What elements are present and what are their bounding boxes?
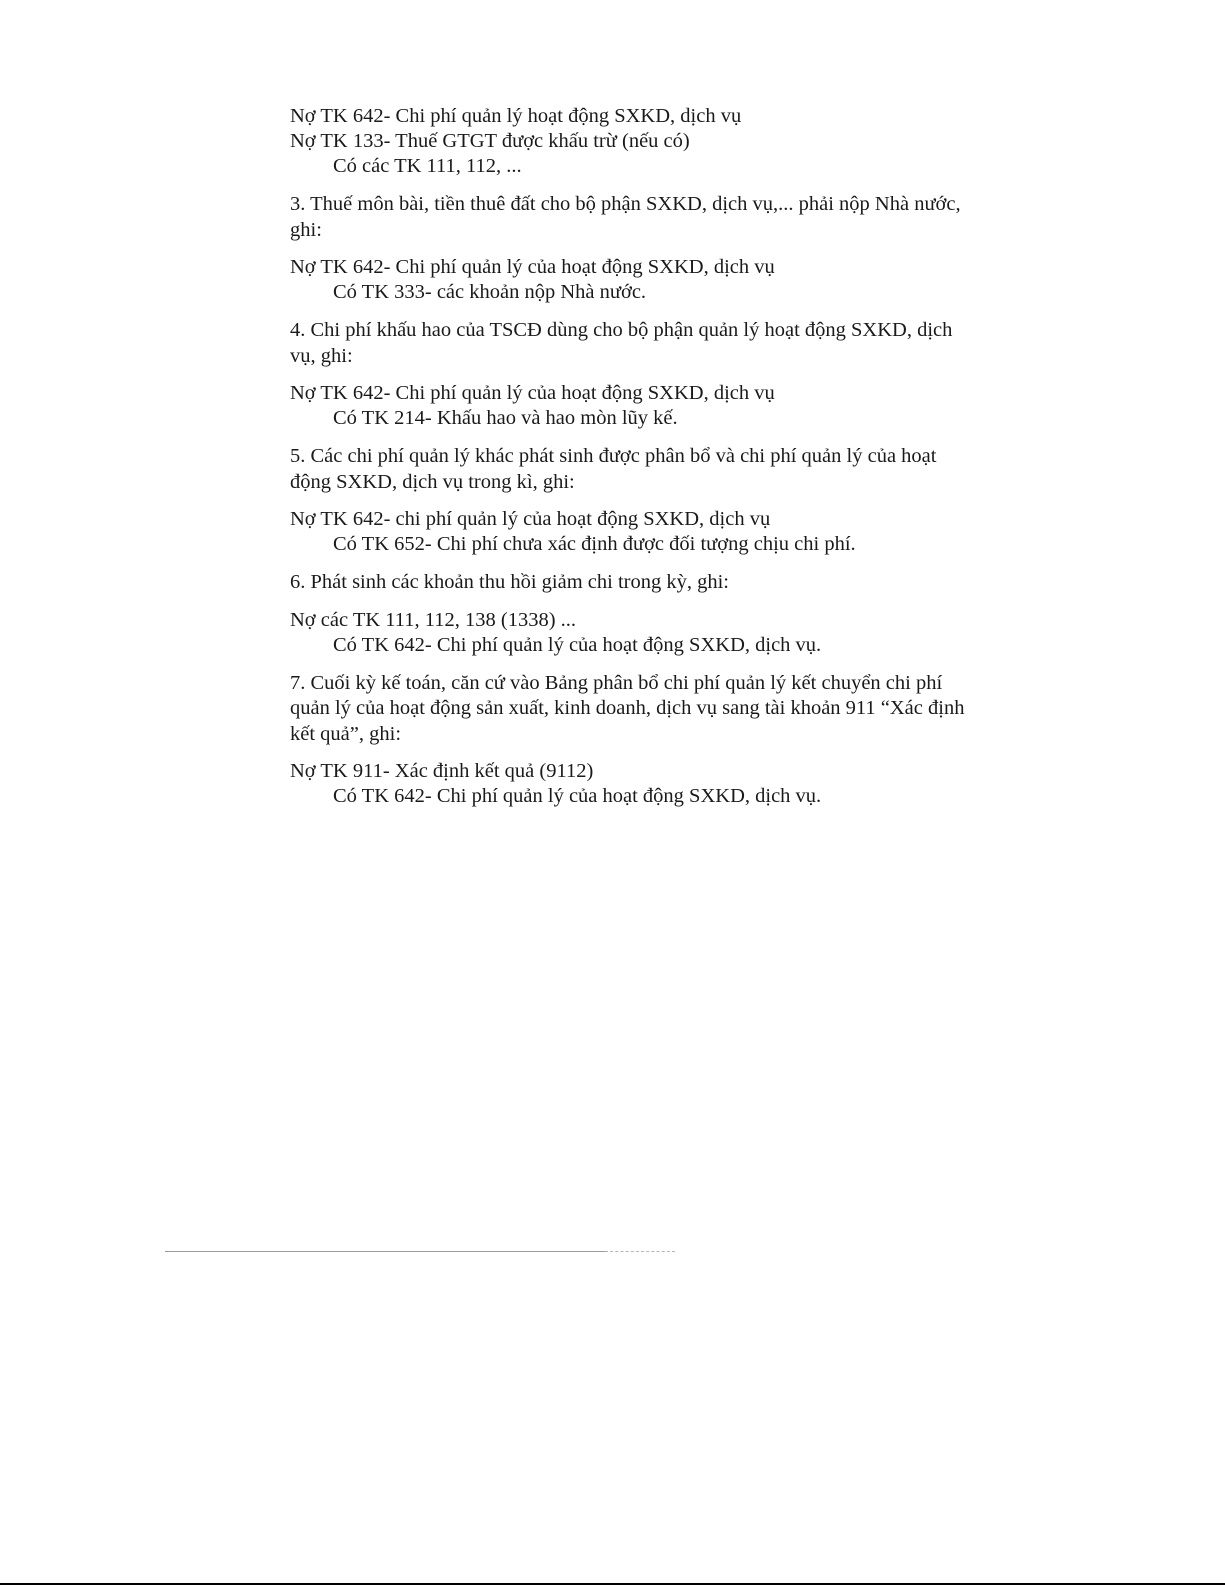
entry-debit-642-item5: Nợ TK 642- chi phí quản lý của hoạt động SXKD, dịch vụ [290,508,771,530]
entry-debit-911: Nợ TK 911- Xác định kết quả (9112) [290,760,594,782]
entry-credit-111-112: Có các TK 111, 112, ... [333,155,522,177]
entry-debit-111-112-138: Nợ các TK 111, 112, 138 (1338) ... [290,608,577,631]
paragraph-4: 4. Chi phí khấu hao của TSCĐ dùng cho bộ phận quản lý hoạt động SXKD, dịch vụ, ghi: [290,319,953,367]
entry-credit-642-item6: Có TK 642- Chi phí quản lý của hoạt động SXKD, dịch vụ. [333,633,822,656]
entry-credit-333: Có TK 333- các khoản nộp Nhà nước. [333,281,647,303]
footnote-separator-dashed [605,1251,675,1252]
document-body [290,104,990,809]
entry-debit-642-item4: Nợ TK 642- Chi phí quản lý của hoạt động SXKD, dịch vụ [290,382,775,404]
paragraph-3: 3. Thuế môn bài, tiền thuê đất cho bộ phận SXKD, dịch vụ,... phải nộp Nhà nước, ghi: [290,193,961,241]
entry-debit-642-item3: Nợ TK 642- Chi phí quản lý của hoạt động SXKD, dịch vụ [290,256,775,278]
paragraph-5: 5. Các chi phí quản lý khác phát sinh được phân bổ và chi phí quản lý của hoạt động SXKD, dịch vụ trong kì, ghi: [290,445,937,493]
entry-debit-133: Nợ TK 133- Thuế GTGT được khấu trừ (nếu có) [290,130,690,152]
entry-credit-642-item7: Có TK 642- Chi phí quản lý của hoạt động SXKD, dịch vụ. [333,785,822,807]
entry-credit-652: Có TK 652- Chi phí chưa xác định được đối tượng chịu chi phí. [333,533,856,555]
paragraph-7: 7. Cuối kỳ kế toán, căn cứ vào Bảng phân bổ chi phí quản lý kết chuyển chi phí quản lý của hoạt động sản xuất, kinh doanh, dịch vụ sang tài khoản 911 “Xác định kết quả”, ghi: [290,671,965,745]
paragraph-6: 6. Phát sinh các khoản thu hồi giảm chi trong kỳ, ghi: [290,571,729,593]
footnote-separator [165,1251,605,1252]
entry-credit-214: Có TK 214- Khấu hao và hao mòn lũy kế. [333,407,678,429]
entry-debit-642: Nợ TK 642- Chi phí quản lý hoạt động SXKD, dịch vụ [290,105,742,127]
